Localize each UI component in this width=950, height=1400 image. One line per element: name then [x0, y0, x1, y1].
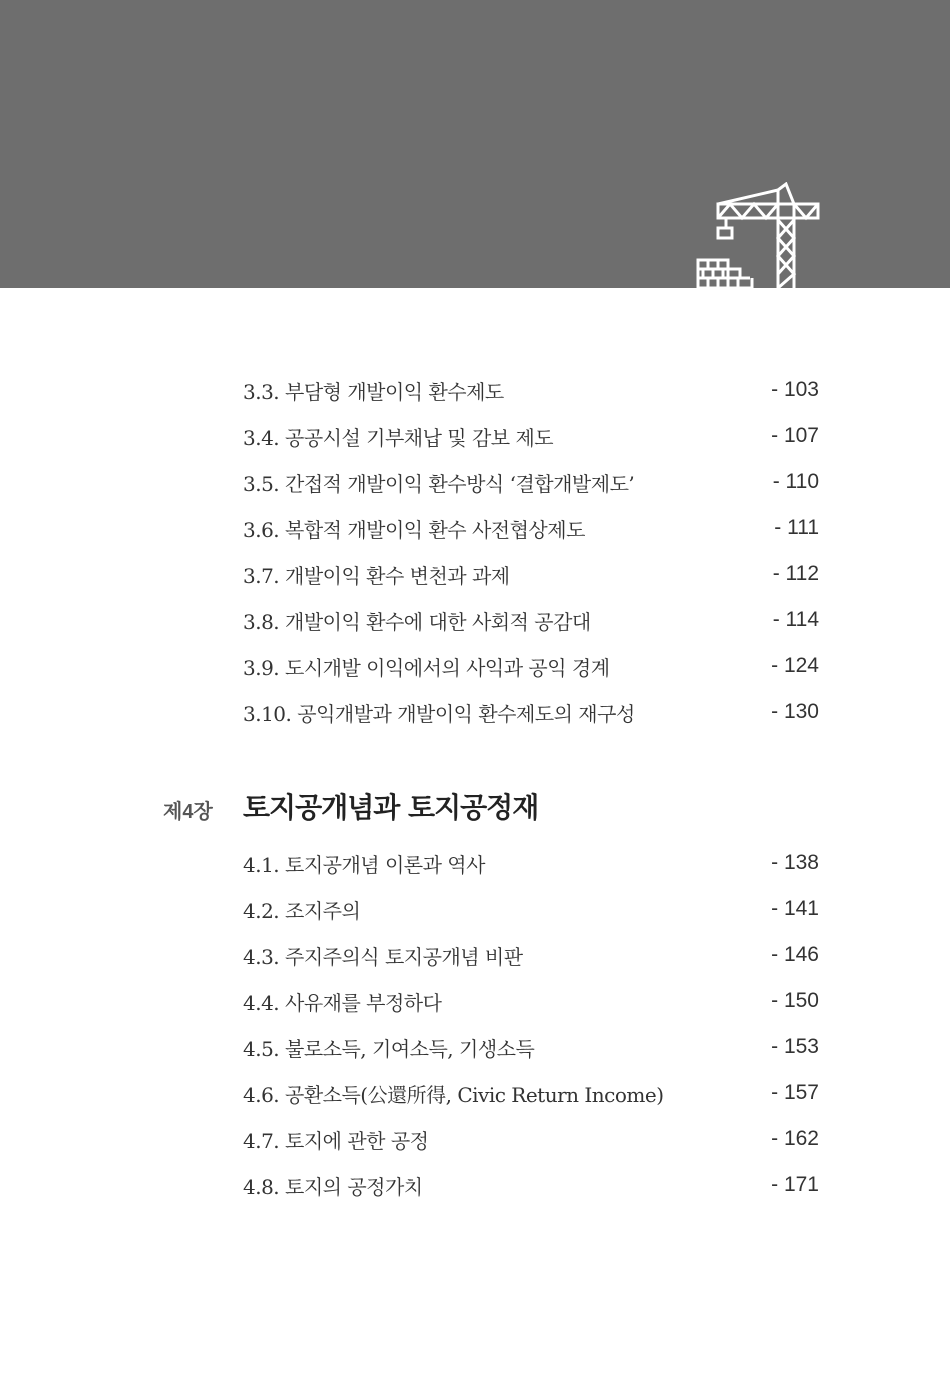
toc-entry[interactable]: [243, 1078, 819, 1108]
toc-entry-page: - 111: [774, 516, 819, 539]
toc-entry-title: 4.3. 주지주의식 토지공개념 비판: [243, 944, 523, 969]
toc-entry-page: - 150: [771, 989, 819, 1012]
toc-entry-title: 3.3. 부담형 개발이익 환수제도: [243, 379, 504, 404]
toc-entry-page: - 130: [771, 700, 819, 723]
toc-entry-title: 3.9. 도시개발 이익에서의 사익과 공익 경계: [243, 655, 610, 680]
toc-entry[interactable]: [243, 513, 819, 543]
toc-entry-title: 4.4. 사유재를 부정하다: [243, 990, 442, 1015]
toc-entry[interactable]: [243, 697, 819, 727]
toc-entry[interactable]: [243, 1124, 819, 1154]
toc-entry-page: - 124: [771, 654, 819, 677]
toc-entry-page: - 162: [771, 1127, 819, 1150]
toc-entry-page: - 153: [771, 1035, 819, 1058]
toc-entry-title: 4.7. 토지에 관한 공정: [243, 1128, 429, 1153]
header-band: [0, 0, 950, 288]
toc-entry[interactable]: [243, 1170, 819, 1200]
toc-entry-title: 3.8. 개발이익 환수에 대한 사회적 공감대: [243, 609, 591, 634]
toc-entry-title: 3.4. 공공시설 기부채납 및 감보 제도: [243, 425, 554, 450]
chapter-label: 제4장: [163, 801, 213, 823]
toc-entry-page: - 171: [771, 1173, 819, 1196]
toc-entry[interactable]: [243, 421, 819, 451]
toc-entry[interactable]: [243, 848, 819, 878]
toc-entry-title: 4.8. 토지의 공정가치: [243, 1174, 423, 1199]
toc-entry[interactable]: [243, 467, 819, 497]
toc-entry-title: 3.6. 복합적 개발이익 환수 사전협상제도: [243, 517, 585, 542]
chapter-title[interactable]: 토지공개념과 토지공정재: [243, 791, 539, 824]
toc-entry-page: - 157: [771, 1081, 819, 1104]
toc-entry[interactable]: [243, 986, 819, 1016]
toc-entry-title: 4.2. 조지주의: [243, 898, 361, 923]
toc-entry-page: - 107: [771, 424, 819, 447]
toc-entry[interactable]: [243, 1032, 819, 1062]
toc-entry-title: 4.6. 공환소득(公還所得, Civic Return Income): [243, 1082, 664, 1107]
toc-entry-page: - 114: [772, 608, 819, 631]
toc-entry-title: 3.5. 간접적 개발이익 환수방식 ‘결합개발제도’: [243, 471, 635, 496]
toc-entry[interactable]: [243, 605, 819, 635]
toc-entry-page: - 103: [771, 378, 819, 401]
toc-entry-page: - 110: [772, 470, 819, 493]
crane-illustration-icon: [690, 182, 825, 290]
toc-entry-title: 3.10. 공익개발과 개발이익 환수제도의 재구성: [243, 701, 635, 726]
toc-entry-page: - 141: [771, 897, 819, 920]
toc-entry-title: 4.5. 불로소득, 기여소득, 기생소득: [243, 1036, 535, 1061]
toc-entry-page: - 138: [771, 851, 819, 874]
toc-entry[interactable]: [243, 651, 819, 681]
toc-entry[interactable]: [243, 894, 819, 924]
toc-entry-page: - 146: [771, 943, 819, 966]
toc-entry[interactable]: [243, 559, 819, 589]
toc-entry[interactable]: [243, 375, 819, 405]
toc-entry-page: - 112: [772, 562, 819, 585]
toc-entry-title: 3.7. 개발이익 환수 변천과 과제: [243, 563, 510, 588]
toc-entry-title: 4.1. 토지공개념 이론과 역사: [243, 852, 485, 877]
toc-entry[interactable]: [243, 940, 819, 970]
